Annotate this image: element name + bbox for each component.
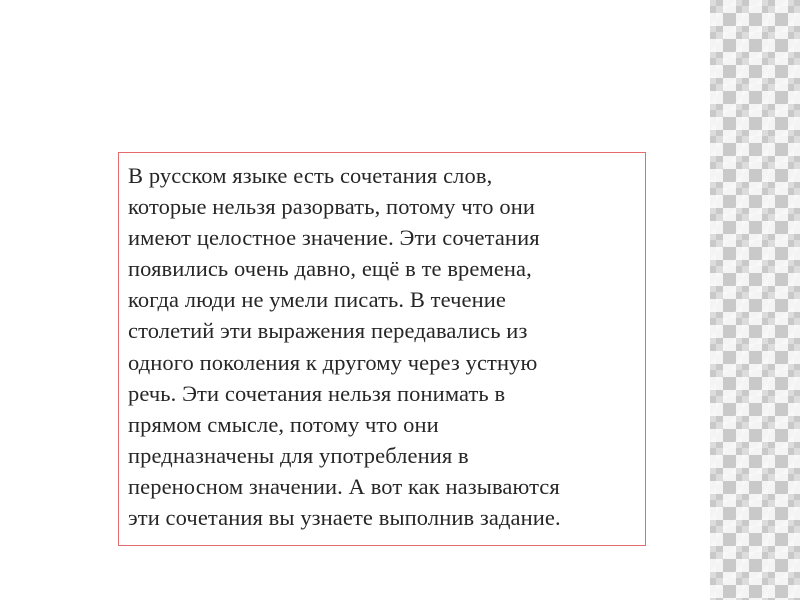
- decorative-side-band: [710, 0, 800, 600]
- body-text: В русском языке есть сочетания слов, которые нельзя разорвать, потому что они имеют целостное значение. Эти сочетания появились очень давно, ещё в те времена, когда люди не умели писать. В течение столетий эти выражения передавались из одного поколения к другому через устную речь. Эти сочетания нельзя понимать в прямом смысле, потому что они предназначены для употребления в переносном значении. А вот как называются эти сочетания вы узнаете выполнив задание.: [128, 163, 561, 531]
- text-box: [118, 152, 646, 546]
